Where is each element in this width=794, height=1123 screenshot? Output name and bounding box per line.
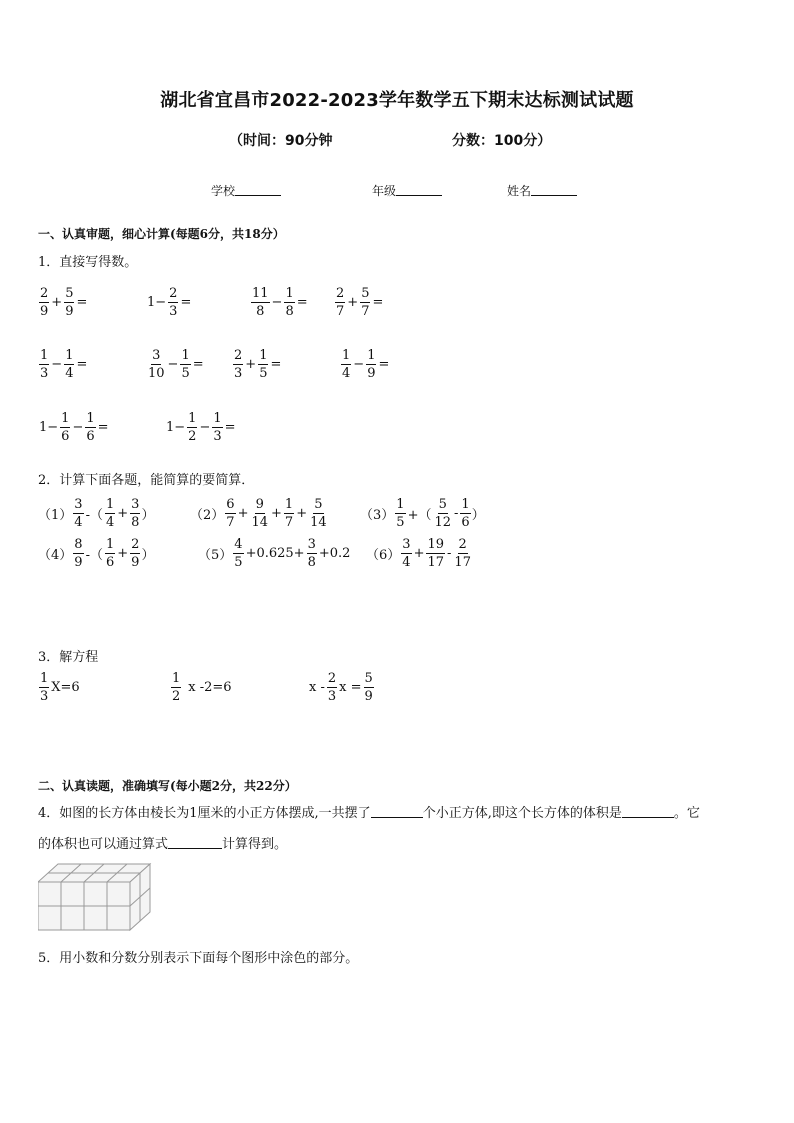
q2-problem-2: （2） $\frac{6}{7}$ + $\frac{9}{14}$ + $\frac{1}{7}$ + $\frac{5}{14}$ bbox=[190, 497, 327, 530]
q2-problem-4: （4） $\frac{8}{9}$ -（ $\frac{1}{6}$ + $\frac{2}{9}$ ） bbox=[38, 537, 155, 570]
grade-label: 年级 bbox=[372, 184, 397, 198]
fraction: $\frac{3}{8}$ bbox=[131, 497, 140, 530]
problem-label: （1） bbox=[38, 508, 73, 523]
problem-label: （4） bbox=[38, 548, 73, 563]
q1-item-6: $\frac{3}{10}$ − $\frac{1}{5}$ = bbox=[148, 348, 204, 381]
fraction: $\frac{2}{3}$ bbox=[234, 348, 243, 381]
fraction: $\frac{11}{8}$ bbox=[252, 286, 269, 319]
q2-problem-6: （6） $\frac{3}{4}$ + $\frac{19}{17}$ - $\frac{2}{17}$ bbox=[366, 537, 471, 570]
fraction: $\frac{1}{8}$ bbox=[285, 286, 294, 319]
fraction: $\frac{1}{4}$ bbox=[342, 348, 351, 381]
school-blank[interactable] bbox=[235, 183, 281, 196]
problem-label: （2） bbox=[190, 508, 225, 523]
fraction: $\frac{19}{17}$ bbox=[427, 537, 445, 570]
fraction: $\frac{1}{6}$ bbox=[61, 411, 70, 444]
fraction: $\frac{3}{10}$ bbox=[148, 348, 165, 381]
fraction: $\frac{6}{7}$ bbox=[226, 497, 235, 530]
cuboid-figure bbox=[38, 860, 152, 932]
q1-item-3: $\frac{11}{8}$ − $\frac{1}{8}$ = bbox=[252, 286, 308, 319]
grade-blank[interactable] bbox=[396, 183, 442, 196]
q2-problem-1: （1） $\frac{3}{4}$ -（ $\frac{1}{4}$ + $\frac{3}{8}$ ） bbox=[38, 497, 155, 530]
school-label: 学校 bbox=[211, 184, 236, 198]
problem-label: （3） bbox=[360, 508, 395, 523]
problem-label: （6） bbox=[366, 548, 401, 563]
fraction: $\frac{1}{2}$ bbox=[188, 411, 197, 444]
q5-prompt: 5．用小数和分数分别表示下面每个图形中涂色的部分。 bbox=[38, 951, 359, 966]
fraction: $\frac{8}{9}$ bbox=[74, 537, 83, 570]
fraction: $\frac{2}{7}$ bbox=[336, 286, 345, 319]
fraction: $\frac{1}{3}$ bbox=[40, 671, 49, 704]
fraction: $\frac{1}{5}$ bbox=[259, 348, 268, 381]
q1-item-5: $\frac{1}{3}$ − $\frac{1}{4}$ = bbox=[40, 348, 88, 381]
fraction: $\frac{1}{9}$ bbox=[367, 348, 376, 381]
fraction: $\frac{1}{5}$ bbox=[181, 348, 190, 381]
q2-problem-5: （5） $\frac{4}{5}$ +0.625+ $\frac{3}{8}$ +0.2 bbox=[198, 537, 351, 570]
name-field bbox=[507, 182, 577, 199]
q4-blank-volume[interactable] bbox=[622, 805, 674, 818]
fraction: $\frac{5}{9}$ bbox=[364, 671, 373, 704]
q1-item-10: 1− $\frac{1}{2}$ − $\frac{1}{3}$ = bbox=[166, 411, 236, 444]
q4-line-1: 4．如图的长方体由棱长为1厘米的小正方体摆成,一共摆了 个小正方体,即这个长方体的体积是 。它 bbox=[38, 806, 700, 821]
q1-item-9: 1− $\frac{1}{6}$ − $\frac{1}{6}$ = bbox=[39, 411, 109, 444]
q4-blank-formula[interactable] bbox=[168, 836, 222, 849]
fraction: $\frac{1}{4}$ bbox=[65, 348, 74, 381]
problem-label: （5） bbox=[198, 548, 233, 563]
q1-item-8: $\frac{1}{4}$ − $\frac{1}{9}$ = bbox=[342, 348, 390, 381]
section2-heading: 二、认真读题，准确填写(每小题2分，共22分） bbox=[38, 779, 297, 793]
fraction: $\frac{1}{3}$ bbox=[213, 411, 222, 444]
fraction: $\frac{5}{9}$ bbox=[65, 286, 74, 319]
exam-time: （时间：90分钟 bbox=[229, 133, 333, 149]
q1-prompt: 1．直接写得数。 bbox=[38, 255, 138, 270]
fraction: $\frac{2}{9}$ bbox=[40, 286, 49, 319]
q1-item-4: $\frac{2}{7}$ + $\frac{5}{7}$ = bbox=[336, 286, 384, 319]
fraction: $\frac{1}{2}$ bbox=[172, 671, 181, 704]
fraction: $\frac{1}{5}$ bbox=[396, 497, 405, 530]
q3-equation-1: $\frac{1}{3}$ X=6 bbox=[40, 671, 80, 704]
fraction: $\frac{3}{4}$ bbox=[402, 537, 411, 570]
grade-field bbox=[372, 182, 442, 199]
q1-item-1: $\frac{2}{9}$ + $\frac{5}{9}$ = bbox=[40, 286, 88, 319]
name-blank[interactable] bbox=[531, 183, 577, 196]
fraction: $\frac{2}{3}$ bbox=[327, 671, 337, 704]
fraction: $\frac{5}{7}$ bbox=[361, 286, 370, 319]
q3-equation-3: x - $\frac{2}{3}$ x = $\frac{5}{9}$ bbox=[309, 671, 373, 704]
section1-heading: 一、认真审题，细心计算(每题6分，共18分） bbox=[38, 227, 285, 241]
fraction: $\frac{9}{14}$ bbox=[251, 497, 269, 530]
q2-problem-3: （3） $\frac{1}{5}$ +（ $\frac{5}{12}$ - $\frac{1}{6}$ ） bbox=[360, 497, 485, 530]
fraction: $\frac{1}{6}$ bbox=[461, 497, 470, 530]
q1-item-7: $\frac{2}{3}$ + $\frac{1}{5}$ = bbox=[234, 348, 282, 381]
q4-blank-count[interactable] bbox=[371, 805, 423, 818]
school-field bbox=[211, 182, 281, 199]
fraction: $\frac{2}{9}$ bbox=[131, 537, 140, 570]
fraction: $\frac{3}{8}$ bbox=[307, 537, 316, 570]
fraction: $\frac{1}{3}$ bbox=[40, 348, 49, 381]
page-title: 湖北省宜昌市2022-2023学年数学五下期末达标测试试题 bbox=[160, 90, 634, 111]
fraction: $\frac{2}{3}$ bbox=[169, 286, 178, 319]
q1-item-2: 1− $\frac{2}{3}$ = bbox=[147, 286, 192, 319]
fraction: $\frac{1}{6}$ bbox=[105, 537, 115, 570]
fraction: $\frac{2}{17}$ bbox=[454, 537, 471, 570]
q4-line-2: 的体积也可以通过算式 计算得到。 bbox=[38, 837, 288, 852]
fraction: $\frac{1}{6}$ bbox=[86, 411, 95, 444]
q2-prompt: 2．计算下面各题，能简算的要简算． bbox=[38, 473, 255, 488]
fraction: $\frac{1}{7}$ bbox=[284, 497, 294, 530]
fraction: $\frac{3}{4}$ bbox=[74, 497, 83, 530]
q3-equation-2: $\frac{1}{2}$ x -2=6 bbox=[172, 671, 232, 704]
name-label: 姓名 bbox=[507, 184, 532, 198]
fraction: $\frac{1}{4}$ bbox=[105, 497, 115, 530]
fraction: $\frac{5}{14}$ bbox=[310, 497, 327, 530]
fraction: $\frac{4}{5}$ bbox=[234, 537, 243, 570]
q3-prompt: 3．解方程 bbox=[38, 650, 99, 665]
fraction: $\frac{5}{12}$ bbox=[434, 497, 452, 530]
exam-score: 分数：100分） bbox=[452, 133, 552, 149]
